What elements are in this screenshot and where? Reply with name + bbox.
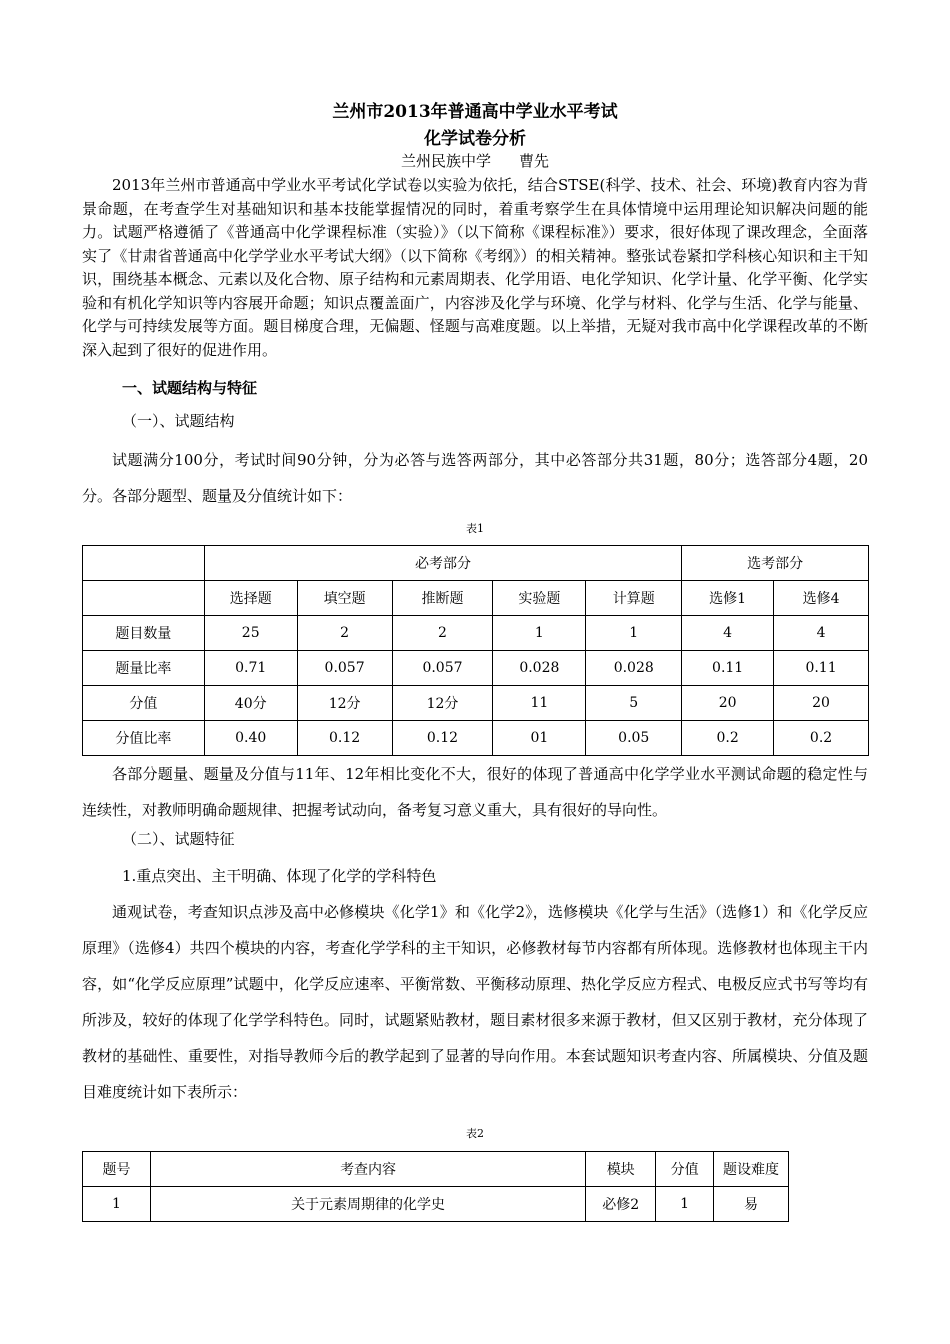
table-row bbox=[83, 616, 869, 651]
table-cell: 01 bbox=[493, 721, 586, 756]
table-cell bbox=[83, 581, 205, 616]
after-table-paragraph: 各部分题量、题量及分值与11年、12年相比变化不大，很好的体现了普通高中化学学业水平测试命题的稳定性与连续性，对教师明确命题规律、把握考试动向，备考复习意义重大，具有很好的导向性。 bbox=[82, 765, 868, 819]
table-cell: 5 bbox=[586, 686, 682, 721]
row-label: 分值 bbox=[83, 686, 205, 721]
elective-group-header: 选考部分 bbox=[682, 546, 869, 581]
column-header: 推断题 bbox=[392, 581, 493, 616]
table-row bbox=[83, 651, 869, 686]
table-cell: 12分 bbox=[297, 686, 392, 721]
table2-caption: 表2 bbox=[466, 1127, 484, 1140]
table-cell: 0.40 bbox=[204, 721, 297, 756]
table-cell: 0.12 bbox=[392, 721, 493, 756]
column-header: 题设难度 bbox=[714, 1152, 789, 1187]
table-row bbox=[83, 721, 869, 756]
table1-caption: 表1 bbox=[466, 522, 484, 535]
intro-paragraph: 2013年兰州市普通高中学业水平考试化学试卷以实验为依托，结合STSE(科学、技术、社会、环境)教育内容为背景命题，在考查学生对基础知识和基本技能掌握情况的同时，着重考察学生在具体情境中运用理论知识解决问题的能力。试题严格遵循了《普通高中化学课程标准（实验）》（以下简称《课程标准》）要求，很好体现了课改理念，全面落实了《甘肃省普通高中化学学业水平考试大纲》（以下简称《考纲》）的相关精神。整张试卷紧扣学科核心知识和主干知识，围绕基本概念、元素以及化合物、原子结构和元素周期表、化学用语、电化学知识、化学计量、化学平衡、化学实验和有机化学知识等内容展开命题；知识点覆盖面广，内容涉及化学与环境、化学与材料、化学与生活、化学与能量、化学与可持续发展等方面。题目梯度合理，无偏题、怪题与高难度题。以上举措，无疑对我市高中化学课程改革的不断深入起到了很好的促进作用。 bbox=[82, 176, 868, 359]
feature-paragraph: 通观试卷，考查知识点涉及高中必修模块《化学1》和《化学2》，选修模块《化学与生活》（选修1）和《化学反应原理》（选修4）共四个模块的内容，考查化学学科的主干知识，必修教材每节内容都有所体现。选修教材也体现主干内容，如“化学反应原理”试题中，化学反应速率、平衡常数、平衡移动原理、热化学反应方程式、电极反应式书写等均有所涉及，较好的体现了化学学科特色。同时，试题紧贴教材，题目素材很多来源于教材，但又区别于教材，充分体现了教材的基础性、重要性，对指导教师今后的教学起到了显著的导向作用。本套试题知识考查内容、所属模块、分值及题目难度统计如下表所示： bbox=[82, 903, 868, 1101]
table-row bbox=[83, 1152, 789, 1187]
column-header: 分值 bbox=[656, 1152, 714, 1187]
column-header: 题号 bbox=[83, 1152, 151, 1187]
table-cell: 关于元素周期律的化学史 bbox=[150, 1187, 585, 1222]
table-cell: 4 bbox=[774, 616, 869, 651]
table-cell: 1 bbox=[493, 616, 586, 651]
column-header: 模块 bbox=[586, 1152, 656, 1187]
table-cell: 1 bbox=[656, 1187, 714, 1222]
table-cell: 1 bbox=[586, 616, 682, 651]
column-header: 填空题 bbox=[297, 581, 392, 616]
table-row bbox=[83, 581, 869, 616]
column-header: 选修1 bbox=[682, 581, 774, 616]
table-row bbox=[83, 546, 869, 581]
required-group-header: 必考部分 bbox=[204, 546, 681, 581]
table-cell: 4 bbox=[682, 616, 774, 651]
table-cell: 0.05 bbox=[586, 721, 682, 756]
table-row bbox=[83, 1187, 789, 1222]
table-cell bbox=[83, 546, 205, 581]
column-header: 实验题 bbox=[493, 581, 586, 616]
row-label: 分值比率 bbox=[83, 721, 205, 756]
column-header: 选择题 bbox=[204, 581, 297, 616]
subsection-heading: （一）、试题结构 bbox=[122, 412, 235, 430]
table-cell: 0.057 bbox=[297, 651, 392, 686]
author-name: 曹先 bbox=[519, 152, 550, 170]
structure-paragraph: 试题满分100分，考试时间90分钟，分为必答与选答两部分，其中必答部分共31题，80分；选答部分4题，20分。各部分题型、题量及分值统计如下： bbox=[82, 451, 868, 505]
table-cell: 易 bbox=[714, 1187, 789, 1222]
table-cell: 20 bbox=[682, 686, 774, 721]
column-header: 计算题 bbox=[586, 581, 682, 616]
table-cell: 0.11 bbox=[682, 651, 774, 686]
score-structure-table bbox=[82, 545, 869, 756]
table-cell: 0.028 bbox=[586, 651, 682, 686]
feature-heading: 1.重点突出、主干明确、体现了化学的学科特色 bbox=[122, 867, 437, 885]
column-header: 选修4 bbox=[774, 581, 869, 616]
table-cell: 必修2 bbox=[586, 1187, 656, 1222]
table-cell: 40分 bbox=[204, 686, 297, 721]
question-detail-table bbox=[82, 1151, 789, 1222]
table-cell: 0.2 bbox=[774, 721, 869, 756]
table-cell: 12分 bbox=[392, 686, 493, 721]
table-cell: 25 bbox=[204, 616, 297, 651]
table-row bbox=[83, 686, 869, 721]
table-cell: 11 bbox=[493, 686, 586, 721]
table-cell: 0.11 bbox=[774, 651, 869, 686]
subsection-heading: （二）、试题特征 bbox=[122, 830, 235, 848]
row-label: 题量比率 bbox=[83, 651, 205, 686]
section-heading: 一、试题结构与特征 bbox=[122, 379, 258, 397]
document-title: 兰州市2013年普通高中学业水平考试 bbox=[332, 102, 618, 122]
table-cell: 0.12 bbox=[297, 721, 392, 756]
table-cell: 0.057 bbox=[392, 651, 493, 686]
author-line bbox=[0, 150, 950, 171]
column-header: 考查内容 bbox=[150, 1152, 585, 1187]
author-school: 兰州民族中学 bbox=[400, 152, 491, 170]
table-cell: 0.028 bbox=[493, 651, 586, 686]
table-cell: 0.71 bbox=[204, 651, 297, 686]
table-cell: 2 bbox=[392, 616, 493, 651]
table-cell: 20 bbox=[774, 686, 869, 721]
table-cell: 2 bbox=[297, 616, 392, 651]
row-label: 题目数量 bbox=[83, 616, 205, 651]
table-cell: 0.2 bbox=[682, 721, 774, 756]
table-cell: 1 bbox=[83, 1187, 151, 1222]
document-subtitle: 化学试卷分析 bbox=[424, 129, 526, 149]
